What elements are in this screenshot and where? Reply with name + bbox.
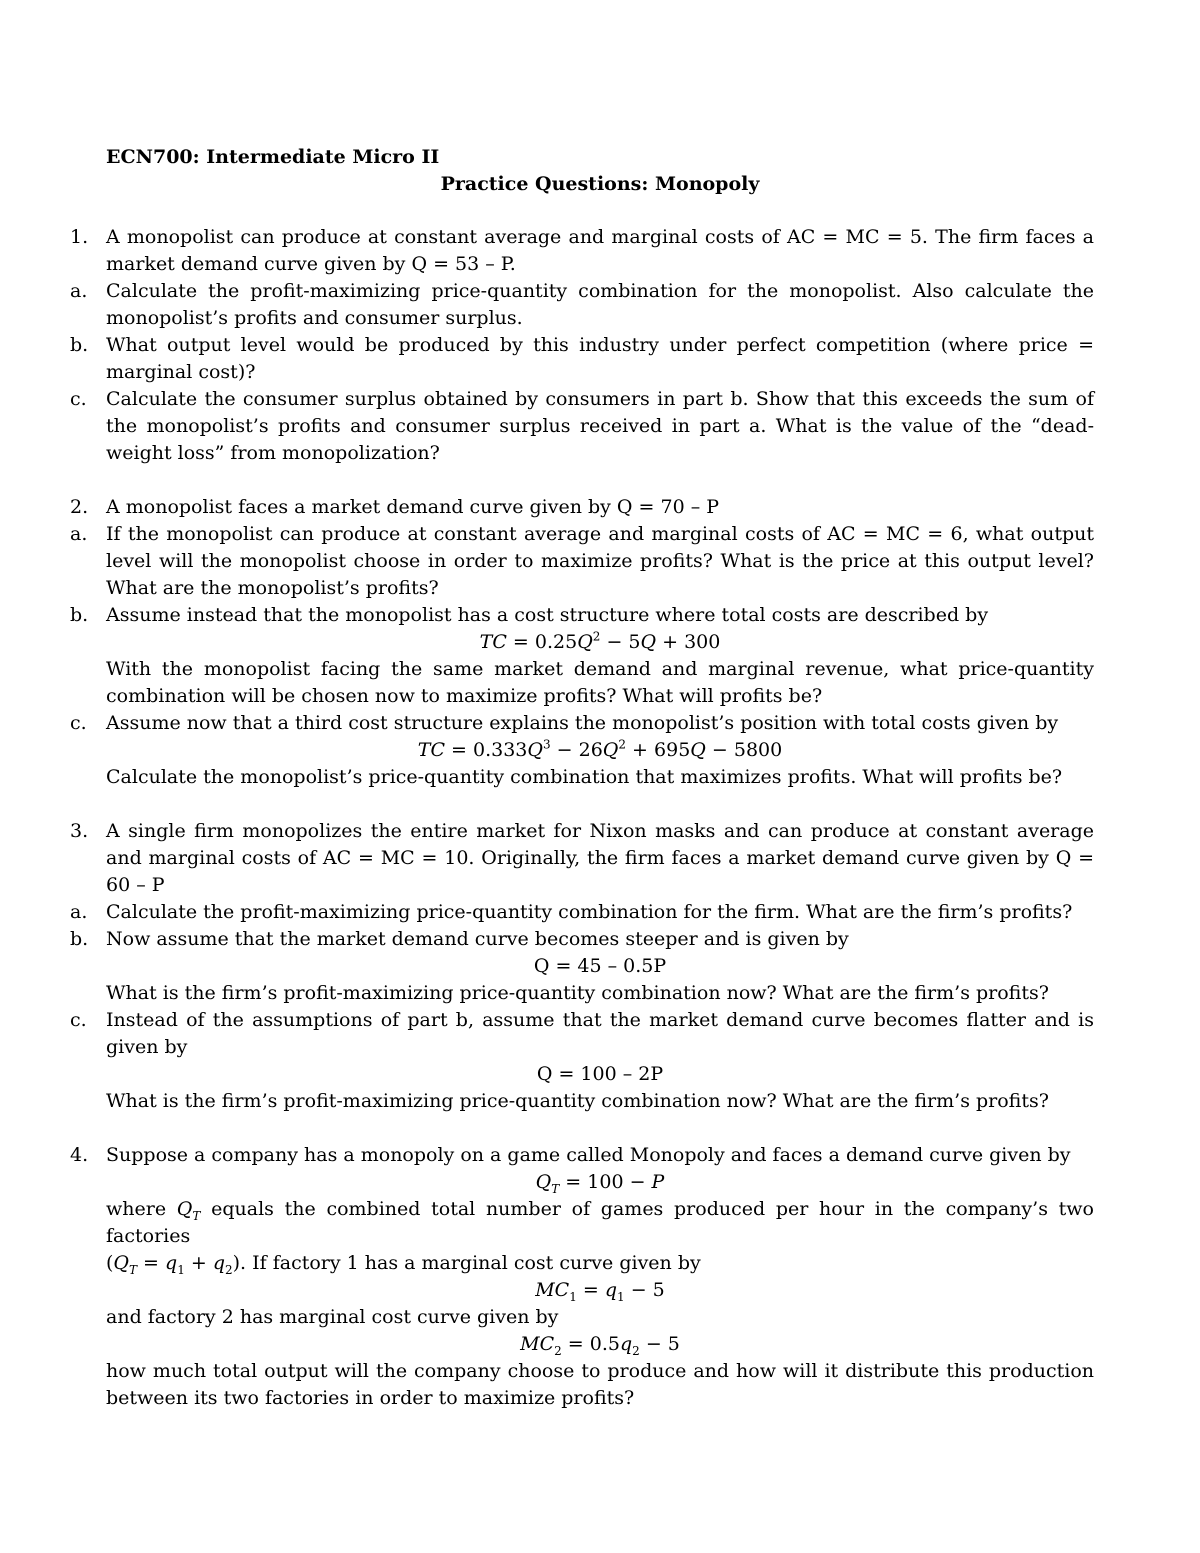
question-number: 3. [70,820,89,842]
question-number: 4. [70,1144,89,1166]
part-followup: What is the firm’s profit-maximizing price-quantity combination now? What are the firm’s profits? [106,982,1049,1004]
factory-2-text: and factory 2 has marginal cost curve given by [106,1306,559,1328]
part-text: Calculate the consumer surplus obtained by consumers in part b. Show that this exceeds the sum of the monopolist’s profits and consumer surplus received in part a. What is the value of the “dead-weight loss” from monopolization? [106,388,1094,464]
part-label: c. [70,712,87,734]
question-4 [70,1142,1094,1412]
course-title: ECN700: Intermediate Micro II [106,146,440,168]
part-text: Calculate the profit-maximizing price-quantity combination for the monopolist. Also calculate the monopolist’s profits and consumer surplus. [106,280,1094,329]
part-label: b. [70,928,89,950]
demand-equation: $Q_T = 100 - P$ [535,1171,665,1196]
question-text: A single firm monopolizes the entire market for Nixon masks and can produce at constant average and marginal costs of AC = MC = 10. Originally, the firm faces a market demand curve given by Q = 60 – P [106,820,1094,896]
question-1 [70,224,1094,278]
part-label: a. [70,523,88,545]
part-text: Assume now that a third cost structure explains the monopolist’s position with total costs given by [106,712,1059,734]
question-3-part-b [70,926,1094,1007]
part-label: b. [70,334,89,356]
total-cost-equation: TC = $0.25Q^2 - 5Q + 300$ [479,629,721,653]
part-label: a. [70,280,88,302]
demand-equation: Q = 100 – 2P [536,1063,664,1085]
question-text: A monopolist faces a market demand curve given by Q = 70 – P [106,496,720,518]
question-text: Suppose a company has a monopoly on a game called Monopoly and faces a demand curve given by [106,1144,1071,1166]
part-label: a. [70,901,88,923]
part-text: What output level would be produced by this industry under perfect competition (where price = marginal cost)? [106,334,1094,383]
question-2-part-c [70,710,1094,791]
question-2-part-a [70,521,1094,602]
question-2 [70,494,1094,521]
part-text: Calculate the profit-maximizing price-quantity combination for the firm. What are the firm’s profits? [106,901,1073,923]
question-2-part-b [70,602,1094,710]
part-text: Instead of the assumptions of part b, assume that the market demand curve becomes flatter and is given by [106,1009,1094,1058]
part-followup: With the monopolist facing the same market demand and marginal revenue, what price-quantity combination will be chosen now to maximize profits? What will profits be? [106,658,1094,707]
document-title: Practice Questions: Monopoly [440,173,760,195]
questions [70,224,1094,1412]
question-3-part-a [70,899,1094,926]
question-1-part-c [70,386,1094,467]
question-1-part-b [70,332,1094,386]
part-label: b. [70,604,89,626]
demand-equation: Q = 45 – 0.5P [533,955,667,977]
question-1-part-a [70,278,1094,332]
spacer [70,467,1094,494]
spacer [70,1115,1094,1142]
question-3 [70,818,1094,899]
question-number: 1. [70,226,89,248]
part-label: c. [70,1009,87,1031]
question-number: 2. [70,496,89,518]
question-text: A monopolist can produce at constant average and marginal costs of AC = MC = 5. The firm faces a market demand curve given by Q = 53 – P. [106,226,1094,275]
mc1-equation: $MC_1 = q_1 - 5$ [535,1279,665,1304]
part-text: Assume instead that the monopolist has a cost structure where total costs are described by [106,604,989,626]
mc2-equation: $MC_2 = 0.5q_2 - 5$ [520,1333,680,1358]
where-clause: where $Q_T$ equals the combined total number of games produced per hour in the company’s two factories [106,1198,1094,1247]
part-followup: What is the firm’s profit-maximizing price-quantity combination now? What are the firm’s profits? [106,1090,1049,1112]
part-followup: Calculate the monopolist’s price-quantity combination that maximizes profits. What will profits be? [106,766,1063,788]
total-cost-equation: TC = $0.333Q^3 - 26Q^2 + 695Q - 5800$ [417,737,783,761]
part-text: If the monopolist can produce at constant average and marginal costs of AC = MC = 6, what output level will the monopolist choose in order to maximize profits? What is the price at this output level? What are the monopolist’s profits? [106,523,1094,599]
part-label: c. [70,388,87,410]
spacer [70,791,1094,818]
part-text: Now assume that the market demand curve becomes steeper and is given by [106,928,849,950]
question-closing: how much total output will the company choose to produce and how will it distribute this production between its two factories in order to maximize profits? [106,1360,1094,1409]
question-3-part-c [70,1007,1094,1115]
factory-definition: $(Q_T = q_1 + q_2)$. If factory 1 has a marginal cost curve given by [106,1252,701,1277]
